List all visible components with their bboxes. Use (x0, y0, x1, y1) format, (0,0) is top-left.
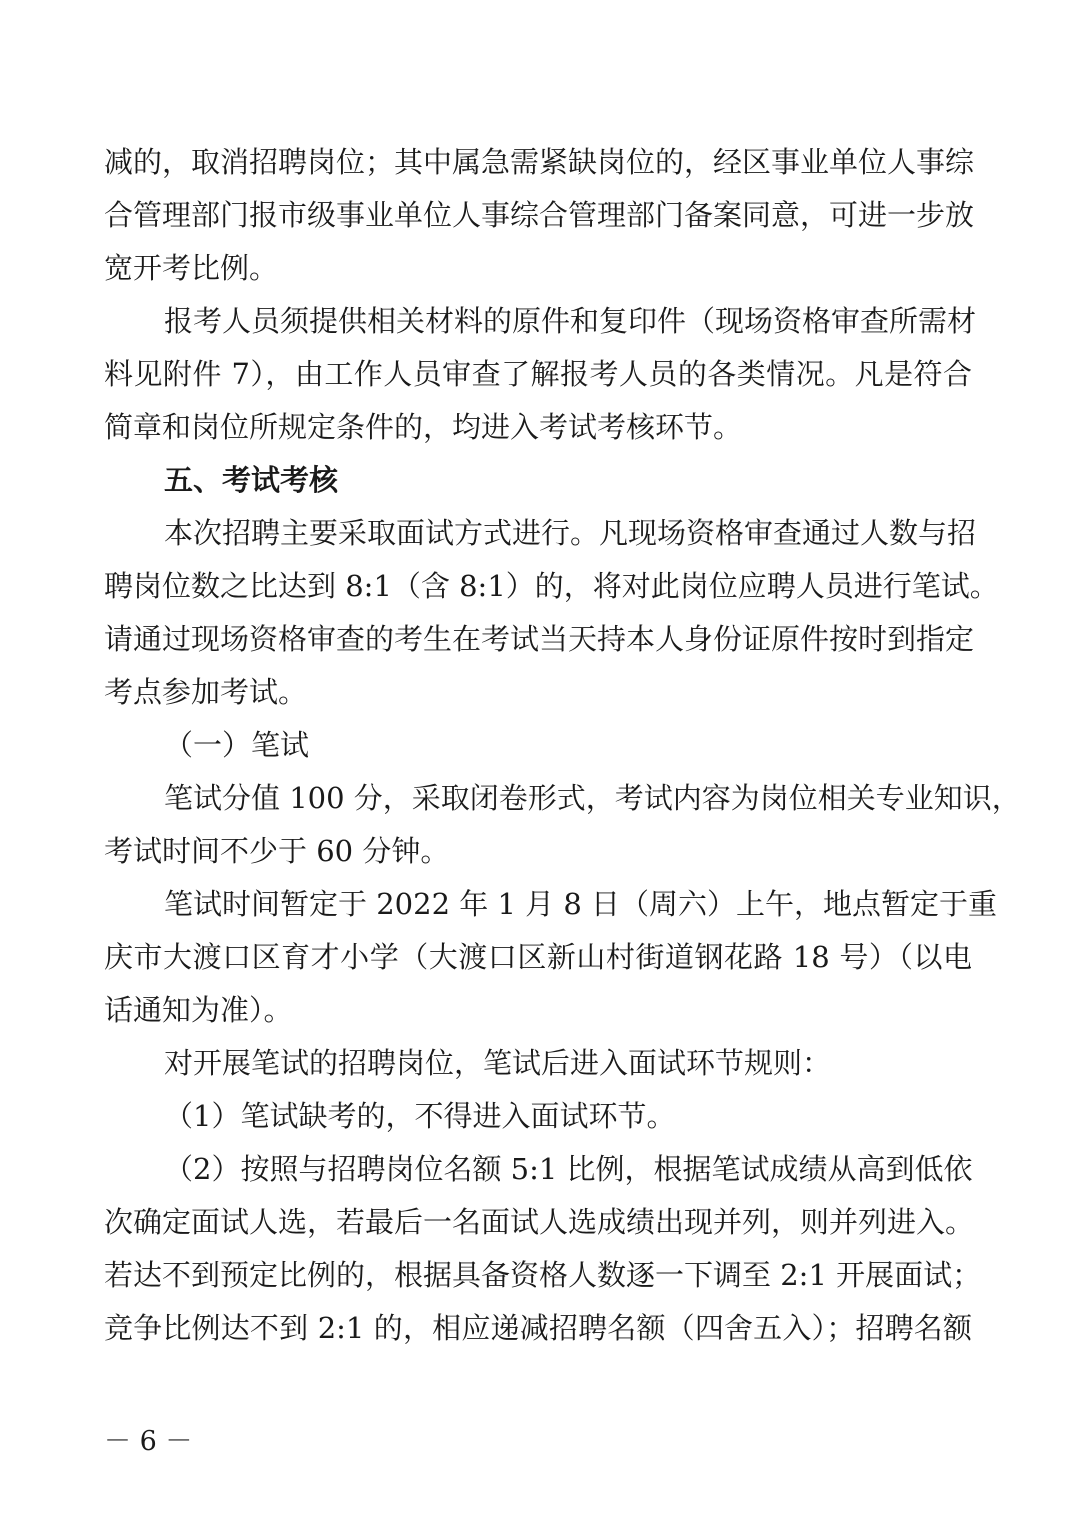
paragraph-line: 报考人员须提供相关材料的原件和复印件（现场资格审查所需材 (164, 304, 977, 338)
list-item: （1）笔试缺考的，不得进入面试环节。 (164, 1099, 676, 1133)
paragraph-line: 对开展笔试的招聘岗位，笔试后进入面试环节规则： (164, 1046, 832, 1080)
paragraph-line: 简章和岗位所规定条件的，均进入考试考核环节。 (104, 410, 743, 444)
paragraph-line: 竞争比例达不到 2:1 的，相应递减招聘名额（四舍五入）；招聘名额 (104, 1311, 972, 1345)
paragraph-line: 宽开考比例。 (104, 251, 279, 285)
paragraph-line: 聘岗位数之比达到 8:1（含 8:1）的，将对此岗位应聘人员进行笔试。 (104, 569, 999, 603)
paragraph-line: 合管理部门报市级事业单位人事综合管理部门备案同意，可进一步放 (104, 198, 975, 232)
paragraph-line: 笔试分值 100 分，采取闭卷形式，考试内容为岗位相关专业知识， (164, 781, 1021, 815)
paragraph-line: 考试时间不少于 60 分钟。 (104, 834, 450, 868)
paragraph-line: 话通知为准）。 (104, 993, 293, 1027)
paragraph-line: 本次招聘主要采取面试方式进行。凡现场资格审查通过人数与招 (164, 516, 977, 550)
paragraph-line: 若达不到预定比例的，根据具备资格人数逐一下调至 2:1 开展面试； (104, 1258, 982, 1292)
list-item: （2）按照与招聘岗位名额 5:1 比例，根据笔试成绩从高到低依 (164, 1152, 973, 1186)
section-heading: 五、考试考核 (164, 463, 339, 497)
paragraph-line: 庆市大渡口区育才小学（大渡口区新山村街道钢花路 18 号）（以电 (104, 940, 972, 974)
paragraph-line: 料见附件 7），由工作人员审查了解报考人员的各类情况。凡是符合 (104, 357, 972, 391)
paragraph-line: 笔试时间暂定于 2022 年 1 月 8 日（周六）上午，地点暂定于重 (164, 887, 998, 921)
page-number: － 6 － (104, 1426, 193, 1457)
paragraph-line: 请通过现场资格审查的考生在考试当天持本人身份证原件按时到指定 (104, 622, 975, 656)
subsection-heading: （一）笔试 (164, 728, 310, 762)
paragraph-line: 减的，取消招聘岗位；其中属急需紧缺岗位的，经区事业单位人事综 (104, 145, 975, 179)
paragraph-line: 次确定面试人选，若最后一名面试人选成绩出现并列，则并列进入。 (104, 1205, 975, 1239)
paragraph-line: 考点参加考试。 (104, 675, 308, 709)
